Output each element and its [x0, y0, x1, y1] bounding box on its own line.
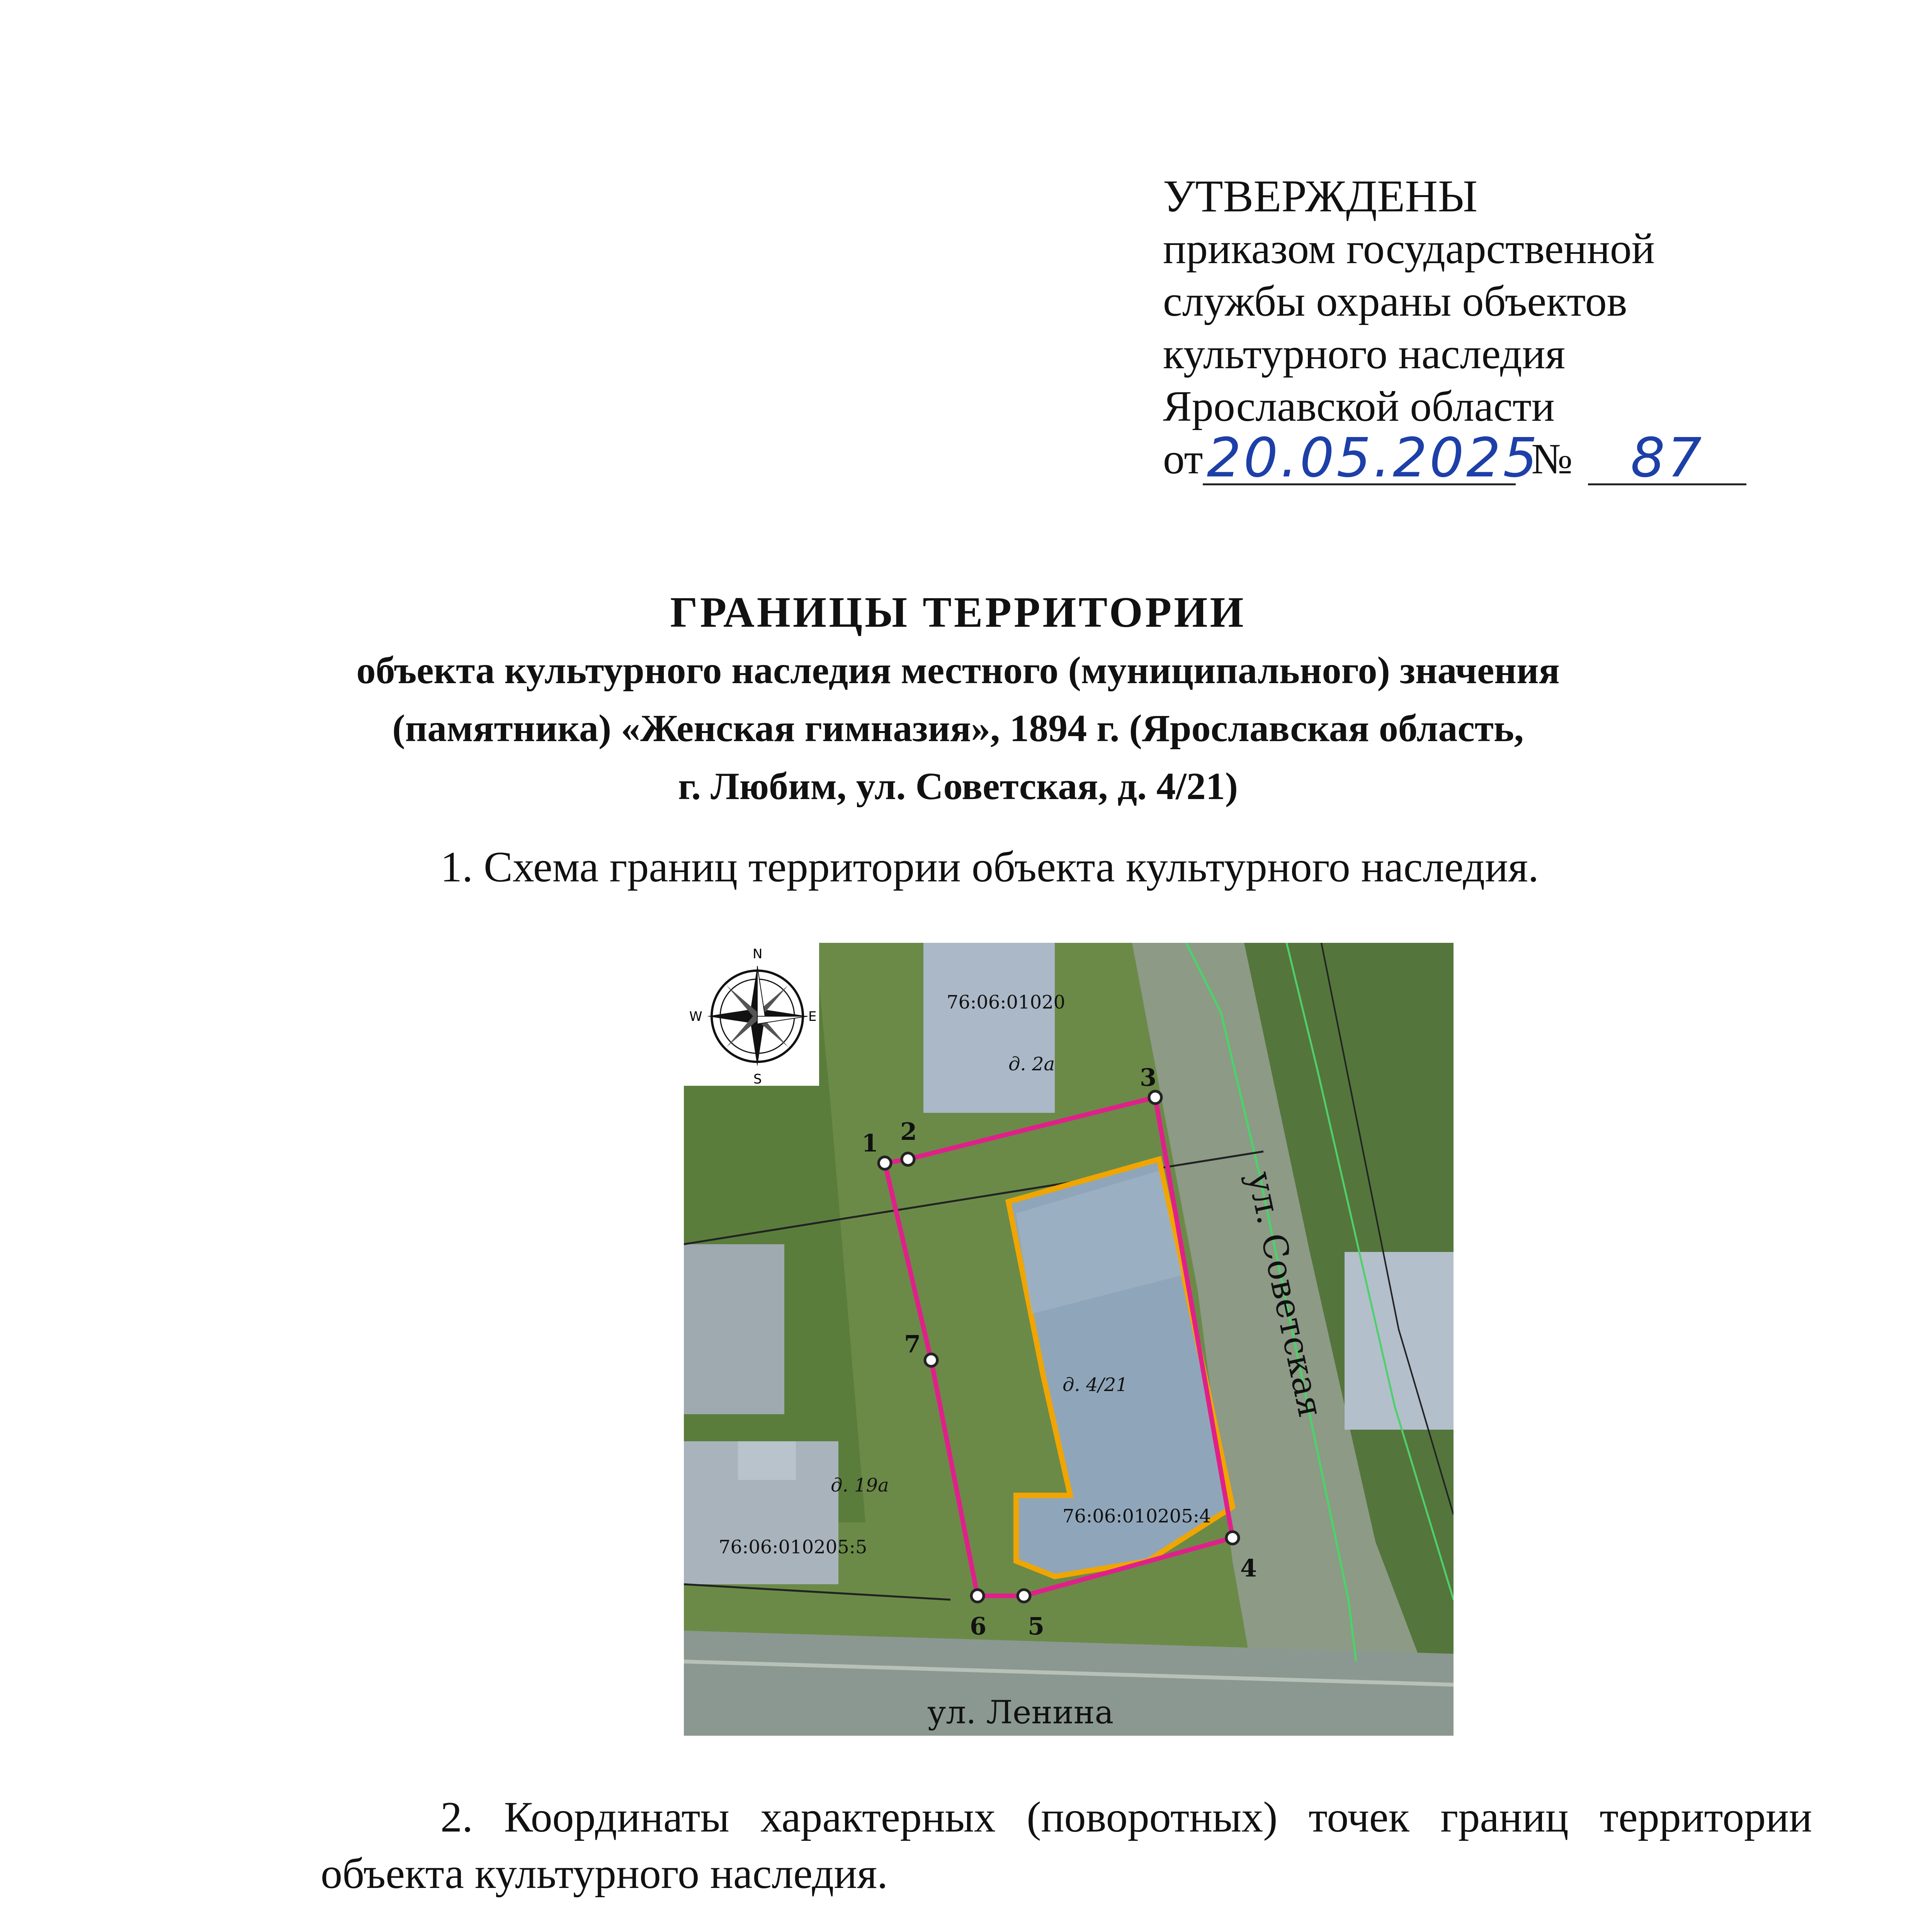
boundary-map [684, 943, 1454, 1736]
point-label: 2 [900, 1117, 917, 1146]
approval-line: культурного наследия [1163, 330, 1566, 378]
approval-line: Ярославской области [1163, 383, 1555, 430]
compass-label: S [753, 1071, 762, 1087]
approval-line: службы охраны объектов [1163, 277, 1627, 325]
street-label: ул. Ленина [927, 1694, 1114, 1731]
point-label: 1 [862, 1129, 879, 1157]
building-19a-annex [738, 1441, 796, 1480]
section-1-heading: 1. Схема границ территории объекта культурного наследия. [440, 843, 1539, 891]
compass-rose-icon [684, 943, 819, 1087]
point-label: 3 [1140, 1063, 1157, 1092]
boundary-point [1018, 1590, 1030, 1602]
point-label: 6 [970, 1612, 987, 1640]
approval-block [1163, 170, 1820, 490]
house-label: д. 4/21 [1063, 1374, 1128, 1396]
approval-date-row [1163, 427, 1820, 490]
boundary-point [1149, 1091, 1161, 1104]
parcel-label: 76:06:01020 [947, 992, 1066, 1013]
title-line: (памятника) «Женская гимназия», 1894 г. (Ярославская область, [392, 707, 1524, 750]
section-2-heading [321, 1789, 1812, 1902]
building-right [1345, 1252, 1454, 1430]
section-2-line: 2. Координаты характерных (поворотных) точек границ территории [440, 1793, 1812, 1841]
compass-label: E [808, 1009, 817, 1024]
compass-label: N [753, 946, 763, 962]
building-left [684, 1244, 784, 1414]
street-label: ул. Советская [1240, 1168, 1331, 1421]
building-2a [923, 943, 1055, 1113]
boundary-point [902, 1153, 914, 1165]
document-title [0, 583, 1916, 815]
boundary-point [879, 1157, 891, 1169]
point-label: 4 [1240, 1554, 1257, 1582]
point-label: 5 [1028, 1612, 1045, 1640]
approval-line: приказом государственной [1163, 225, 1655, 273]
section-2-line: объекта культурного наследия. [321, 1850, 888, 1898]
compass-label: W [689, 1009, 702, 1024]
title-line: г. Любим, ул. Советская, д. 4/21) [678, 765, 1238, 808]
date-prefix: от [1163, 435, 1203, 483]
point-label: 7 [904, 1330, 921, 1358]
handwritten-date: 20.05.2025 [1203, 433, 1516, 485]
handwritten-number: 87 [1588, 433, 1746, 485]
title-line: объекта культурного наследия местного (муниципального) значения [356, 649, 1560, 692]
house-label: д. 19а [831, 1475, 889, 1496]
title-line: ГРАНИЦЫ ТЕРРИТОРИИ [670, 588, 1246, 636]
house-label: д. 2а [1008, 1053, 1055, 1075]
number-prefix: № [1531, 435, 1573, 483]
parcel-label: 76:06:010205:4 [1063, 1505, 1211, 1527]
approval-heading: УТВЕРЖДЕНЫ [1163, 171, 1478, 221]
boundary-point [1226, 1532, 1239, 1544]
parcel-label: 76:06:010205:5 [719, 1536, 867, 1558]
boundary-point [971, 1590, 984, 1602]
boundary-point [925, 1354, 937, 1366]
